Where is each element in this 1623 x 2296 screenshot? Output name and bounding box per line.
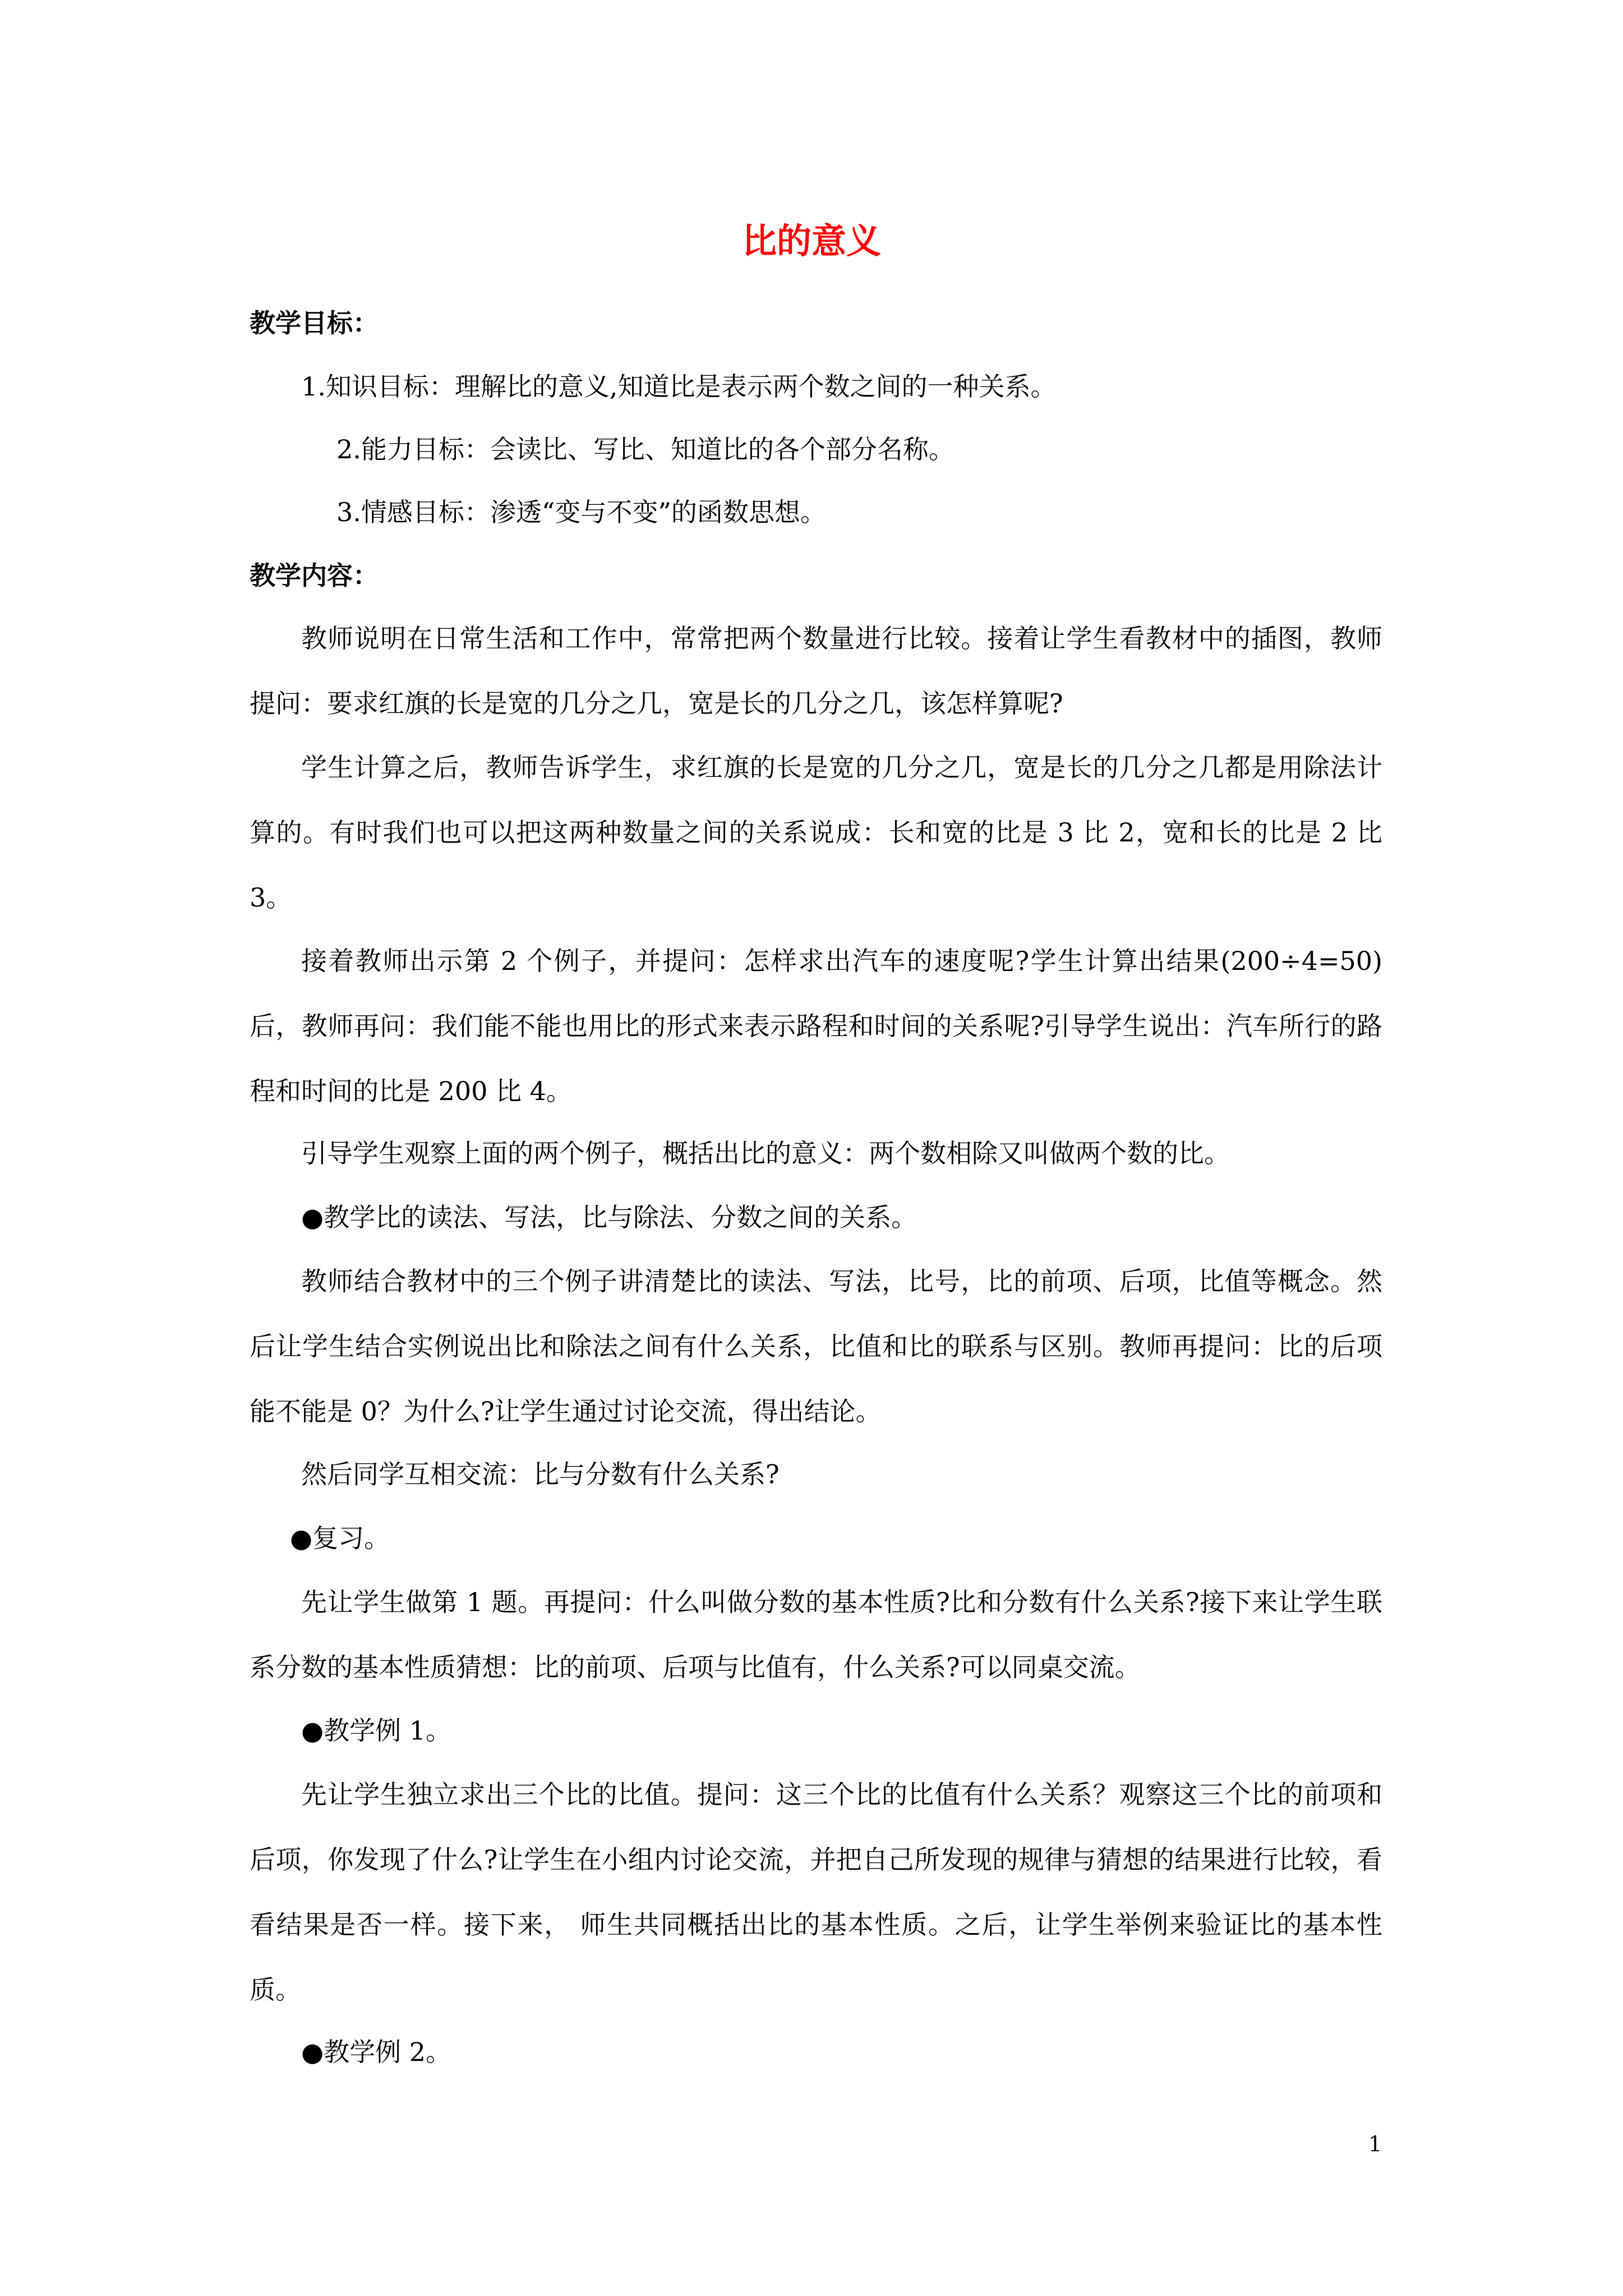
content-heading: 教学内容： <box>250 560 379 591</box>
bullet-review: ●复习。 <box>290 1523 390 1553</box>
paragraph-8: 先让学生独立求出三个比的比值。提问：这三个比的比值有什么关系？观察这三个比的前项和后项，你发现了什么?让学生在小组内讨论交流，并把自己所发现的规律与猜想的结果进行比较，看看结果是否一样。接下来， 师生共同概括出比的基本性质。之后，让学生举例来验证比的基本性质。 <box>250 1779 1382 2005</box>
page-number: 1 <box>1368 2132 1382 2156</box>
paragraph-2: 学生计算之后，教师告诉学生，求红旗的长是宽的几分之几，宽是长的几分之几都是用除法计算的。有时我们也可以把这两种数量之间的关系说成：长和宽的比是 3 比 2，宽和长的比是 2 比 3。 <box>250 752 1382 913</box>
goal-item-1: 1.知识目标：理解比的意义,知道比是表示两个数之间的一种关系。 <box>301 371 1057 402</box>
bullet-example-1: ●教学例 1。 <box>301 1715 452 1746</box>
paragraph-1: 教师说明在日常生活和工作中，常常把两个数量进行比较。接着让学生看教材中的插图，教师提问：要求红旗的长是宽的几分之几，宽是长的几分之几，该怎样算呢? <box>250 623 1382 719</box>
document-title: 比的意义 <box>741 220 881 261</box>
goals-heading: 教学目标： <box>250 308 379 338</box>
paragraph-5: 教师结合教材中的三个例子讲清楚比的读法、写法，比号，比的前项、后项，比值等概念。然后让学生结合实例说出比和除法之间有什么关系，比值和比的联系与区别。教师再提问：比的后项能不能是 0？为什么?让学生通过讨论交流，得出结论。 <box>250 1266 1382 1427</box>
goal-item-3: 3.情感目标：渗透“变与不变”的函数思想。 <box>336 497 826 527</box>
bullet-example-2: ●教学例 2。 <box>301 2037 452 2067</box>
paragraph-4: 引导学生观察上面的两个例子，概括出比的意义：两个数相除又叫做两个数的比。 <box>301 1138 1230 1168</box>
paragraph-7: 先让学生做第 1 题。再提问：什么叫做分数的基本性质?比和分数有什么关系?接下来让学生联系分数的基本性质猜想：比的前项、后项与比值有，什么关系?可以同桌交流。 <box>250 1587 1382 1682</box>
paragraph-3: 接着教师出示第 2 个例子，并提问：怎样求出汽车的速度呢?学生计算出结果(200÷4=50)后，教师再问：我们能不能也用比的形式来表示路程和时间的关系呢?引导学生说出：汽车所行的路程和时间的比是 200 比 4。 <box>250 946 1382 1106</box>
paragraph-6: 然后同学互相交流：比与分数有什么关系? <box>301 1459 780 1489</box>
goal-item-2: 2.能力目标：会读比、写比、知道比的各个部分名称。 <box>336 434 955 464</box>
bullet-teach-ratio-reading: ●教学比的读法、写法，比与除法、分数之间的关系。 <box>301 1202 917 1232</box>
